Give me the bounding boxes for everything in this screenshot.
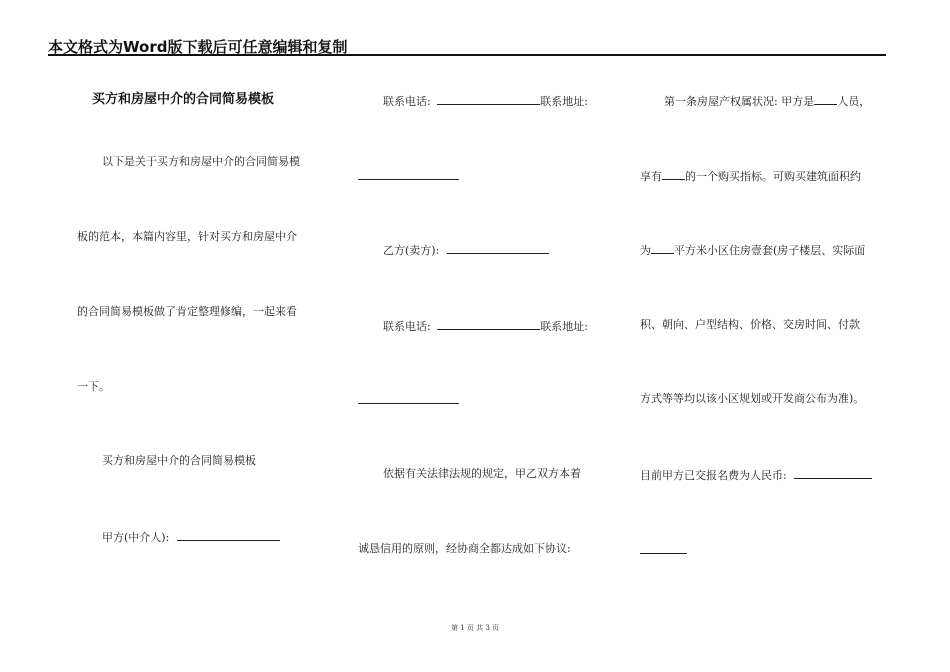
address-blank-line-2 bbox=[358, 392, 459, 404]
fee-blank-line-2 bbox=[640, 542, 687, 554]
phone-line-1 bbox=[383, 93, 588, 109]
line2-text-b: 的一个购买指标。可购买建筑面积约 bbox=[685, 170, 861, 183]
line3-text-a: 为 bbox=[640, 244, 651, 257]
address-blank-line-1 bbox=[358, 168, 459, 180]
party-a-line bbox=[102, 529, 280, 545]
address-blank bbox=[358, 168, 459, 180]
phone-blank-2 bbox=[437, 318, 540, 330]
quota-blank bbox=[662, 168, 685, 180]
clause1-line-2 bbox=[640, 168, 861, 184]
phone-label-2: 联系电话: bbox=[383, 320, 431, 333]
intro-line-1: 以下是关于买方和房屋中介的合同简易模 bbox=[102, 155, 300, 168]
party-b-label: 乙方(卖方): bbox=[383, 244, 440, 257]
clause1-text-b: 人员， bbox=[837, 95, 871, 108]
address-label-2: 联系地址: bbox=[540, 320, 588, 333]
intro-line-4: 一下。 bbox=[77, 380, 110, 393]
clause1-line-5: 方式等等均以该小区规划或开发商公布为准)。 bbox=[640, 392, 865, 405]
fee-blank bbox=[794, 467, 872, 479]
document-title: 买方和房屋中介的合同简易模板 bbox=[92, 92, 275, 107]
subtitle: 买方和房屋中介的合同简易模板 bbox=[102, 454, 256, 467]
fee-blank-2 bbox=[640, 542, 687, 554]
area-blank bbox=[651, 242, 674, 254]
phone-blank bbox=[437, 93, 540, 105]
clause1-line-4: 积、朝向、户型结构、价格、交房时间、付款 bbox=[640, 318, 860, 331]
party-a-label: 甲方(中介人): bbox=[102, 531, 170, 544]
address-label: 联系地址: bbox=[540, 95, 588, 108]
address-blank-2 bbox=[358, 392, 459, 404]
clause1-blank bbox=[814, 93, 837, 105]
clause1-text-a: 第一条房屋产权属状况: 甲方是 bbox=[664, 95, 815, 108]
intro-line-3: 的合同简易模板做了肯定整理修编，一起来看 bbox=[77, 305, 297, 318]
document-header-note: 本文格式为Word版下载后可任意编辑和复制 bbox=[48, 38, 348, 56]
line2-text-a: 享有 bbox=[640, 170, 662, 183]
clause1-line-1 bbox=[664, 93, 870, 109]
fee-line bbox=[640, 467, 872, 483]
agreement-line-1: 依据有关法律法规的规定，甲乙双方本着 bbox=[383, 467, 581, 480]
phone-label: 联系电话: bbox=[383, 95, 431, 108]
fee-label: 目前甲方已交报名费为人民币: bbox=[640, 469, 787, 482]
phone-line-2 bbox=[383, 318, 588, 334]
agreement-line-2: 诚恳信用的原则，经协商全都达成如下协议: bbox=[358, 542, 571, 555]
clause1-line-3 bbox=[640, 242, 865, 258]
party-a-blank bbox=[177, 529, 280, 541]
party-b-line bbox=[383, 242, 549, 258]
header-divider bbox=[48, 54, 886, 56]
page-number: 第 1 页 共 3 页 bbox=[450, 624, 500, 632]
intro-line-2: 板的范本，本篇内容里，针对买方和房屋中介 bbox=[77, 230, 297, 243]
line3-text-b: 平方米小区住房壹套(房子楼层、实际面 bbox=[674, 244, 866, 257]
party-b-blank bbox=[447, 242, 549, 254]
